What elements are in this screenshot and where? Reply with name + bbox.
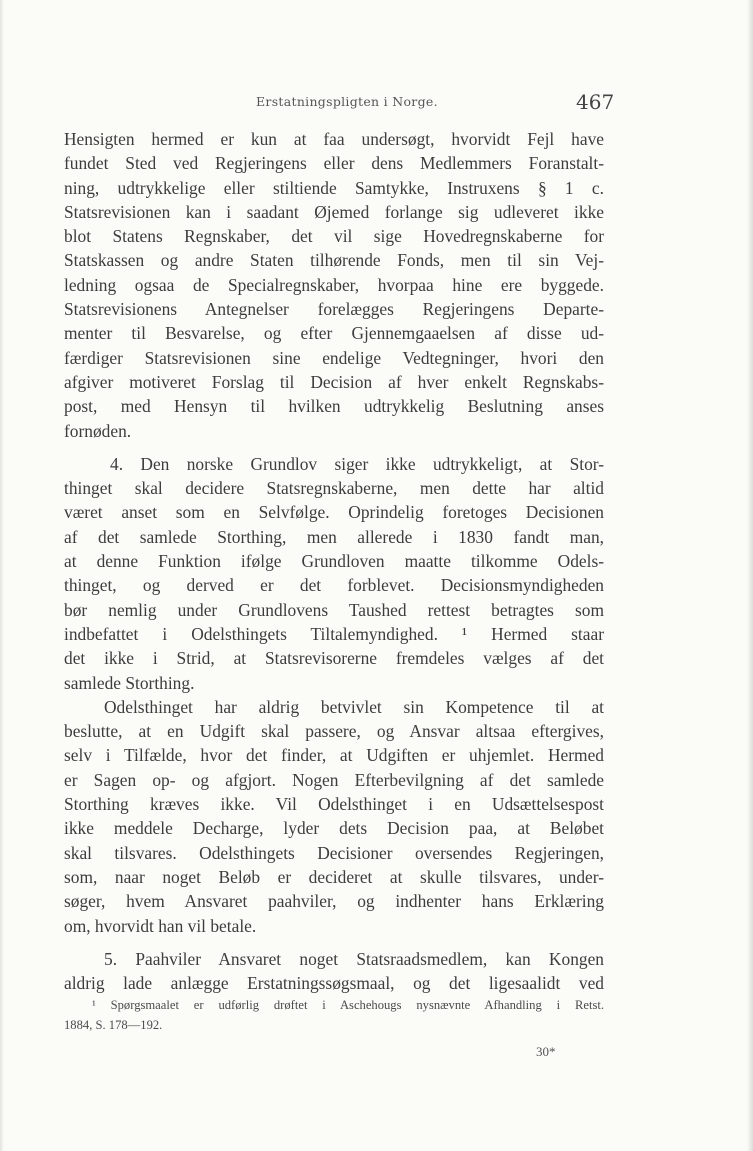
body-line: thinget, og derved er det forblevet. Decisionsmyndigheden <box>64 575 604 596</box>
body-line: ikke meddele Decharge, lyder dets Decision paa, at Beløbet <box>64 818 604 839</box>
body-line: bør nemlig under Grundlovens Taushed rettest betragtes som <box>64 599 604 620</box>
footnotes <box>64 995 604 1035</box>
body-line: ning, udtrykkelige eller stiltiende Samtykke, Instruxens § 1 c. <box>64 177 604 198</box>
body-line: afgiver motiveret Forslag til Decision af hver enkelt Regnskabs- <box>64 371 604 392</box>
page-edge-right <box>747 0 753 1151</box>
section-4-start: 4. Den norske Grundlov siger ikke udtrykkeligt, at Stor- <box>110 453 604 474</box>
body-line: Statsrevisionens Antegnelser forelægges Regjeringens Departe- <box>64 299 604 320</box>
body-line: været anset som en Selvfølge. Oprindelig foretoges Decisionen <box>64 502 604 523</box>
body-line: søger, hvem Ansvaret paahviler, og indhenter hans Erklæring <box>64 891 604 912</box>
page-header <box>0 90 753 120</box>
body-line: Storthing kræves ikke. Vil Odelsthinget i en Udsættelsespost <box>64 794 604 815</box>
body-line: Hensigten hermed er kun at faa undersøgt, hvorvidt Fejl have <box>64 129 604 149</box>
page-number: 467 <box>576 90 615 114</box>
body-line: skal tilsvares. Odelsthingets Decisioner oversendes Regjeringen, <box>64 842 604 863</box>
body-text <box>64 127 604 995</box>
body-line: ledning ogsaa de Specialregnskaber, hvorpaa hine ere byggede. <box>64 274 604 295</box>
running-title: Erstatningspligten i Norge. <box>256 94 438 109</box>
body-line: thinget skal decidere Statsregnskaberne, men dette har altid <box>64 478 604 499</box>
body-line: om, hvorvidt han vil betale. <box>64 915 257 936</box>
paragraph-start: Odelsthinget har aldrig betvivlet sin Kompetence til at <box>104 696 604 717</box>
body-line: fornøden. <box>64 420 132 441</box>
body-line: blot Statens Regnskaber, det vil sige Hovedregnskaberne for <box>64 226 604 247</box>
page-edge-left <box>0 0 4 1151</box>
body-line: af det samlede Storthing, men allerede i 1830 fandt man, <box>64 526 604 547</box>
body-line: Statskassen og andre Staten tilhørende Fonds, men til sin Vej- <box>64 250 604 271</box>
section-5-start: 5. Paahviler Ansvaret noget Statsraadsmedlem, kan Kongen <box>104 948 604 969</box>
footnote-line: 1884, S. 178—192. <box>64 1018 163 1032</box>
body-line: menter til Besvarelse, og efter Gjennemgaaelsen af disse ud- <box>64 323 604 344</box>
body-line: at denne Funktion ifølge Grundloven maatte tilkomme Odels- <box>64 551 604 572</box>
signature-mark: 30* <box>536 1044 556 1059</box>
body-line: fundet Sted ved Regjeringens eller dens Medlemmers Foranstalt- <box>64 153 604 174</box>
body-line: post, med Hensyn til hvilken udtrykkelig Beslutning anses <box>64 396 604 417</box>
body-line: færdiger Statsrevisionen sine endelige Vedtegninger, hvori den <box>64 347 604 368</box>
body-line: beslutte, at en Udgift skal passere, og Ansvar altsaa eftergives, <box>64 721 604 742</box>
footnote-line: ¹ Spørgsmaalet er udførlig drøftet i Aschehougs nysnævnte Afhandling i Retst. <box>92 998 604 1012</box>
body-line: samlede Storthing. <box>64 672 195 693</box>
body-line: selv i Tilfælde, hvor det finder, at Udgiften er uhjemlet. Hermed <box>64 745 604 766</box>
body-line: indbefattet i Odelsthingets Tiltalemyndighed. ¹ Hermed staar <box>64 623 604 644</box>
body-line: er Sagen op- og afgjort. Nogen Efterbevilgning af det samlede <box>64 769 604 790</box>
body-line: det ikke i Strid, at Statsrevisorerne fremdeles vælges af det <box>64 648 604 669</box>
body-line: som, naar noget Beløb er decideret at skulle tilsvares, under- <box>64 866 604 887</box>
body-line: Statsrevisionen kan i saadant Øjemed forlange sig udleveret ikke <box>64 201 604 222</box>
body-line: aldrig lade anlægge Erstatningssøgsmaal, og det ligesaalidt ved <box>64 973 604 994</box>
